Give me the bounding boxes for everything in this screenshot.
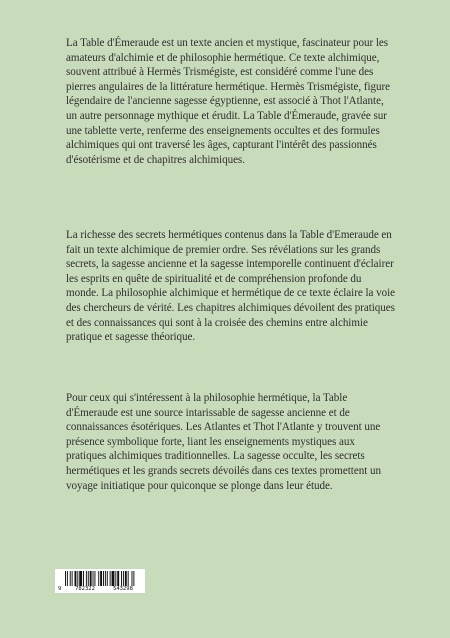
barcode-bar	[132, 571, 133, 586]
barcode-bar	[125, 571, 127, 586]
barcode-bar	[128, 571, 129, 586]
paragraph-1: La Table d'Émeraude est un texte ancien et mystique, fascinateur pour les amateurs d'alchimie et de philosophie hermétique. Ce texte alchimique, souvent attribué à Hermès Trismégiste, est considéré comme l'une des pierres angulaires de la littérature hermétique. Hermès Trismégiste, figure légendaire de l'ancienne sagesse égyptienne, est associé à Thot l'Atlante, un autre personnage mythique et érudit. La Table d'Émeraude, gravée sur une tablette verte, renferme des enseignements occultes et des formules alchimiques qui ont traversé les âges, capturant l'intérêt des passionnés d'ésotérisme et de chapitres alchimiques.	[66, 37, 391, 166]
barcode-bar	[79, 571, 82, 586]
barcode-bar	[90, 571, 92, 586]
barcode-bar	[75, 571, 77, 586]
barcode-bar	[70, 571, 71, 586]
barcode-bar	[83, 571, 84, 586]
paragraph-3: Pour ceux qui s'intéressent à la philosophie hermétique, la Table d'Émeraude est une source intarissable de sagesse ancienne et de connaissances ésotériques. Les Atlantes et Thot l'Atlante y trouvent une présence symbolique forte, liant les enseignements mystiques aux pratiques alchimiques traditionnelles. La sagesse occulte, les secrets hermétiques et les grands secrets dévoilés dans ces textes promettent un voyage initiatique pour quiconque se plonge dans leur étude.	[66, 392, 381, 492]
paragraph-2: La richesse des secrets hermétiques contenus dans la Table d'Emeraude en fait un texte alchimique de premier ordre. Ses révélations sur les grands secrets, la sagesse ancienne et la sagesse intemporelle continuent d'éclairer les esprits en quête de spiritualité et de compréhension profonde du monde. La philosophie alchimique et hermétique de ce texte éclaire la voie des chercheurs de vérité. Les chapitres alchimiques dévoilent des pratiques et des connaissances qui sont à la croisée des chemins entre alchimie pratique et sagesse théorique.	[66, 229, 395, 344]
barcode-bar	[115, 571, 116, 586]
barcode-digits	[55, 586, 145, 592]
barcode-bar	[88, 571, 89, 586]
barcode-first-digit: 9	[58, 586, 62, 592]
barcode-bar	[107, 571, 108, 586]
isbn-barcode	[55, 569, 145, 593]
barcode-bar	[105, 571, 106, 586]
barcode-bar	[67, 571, 68, 586]
barcode-bar	[117, 571, 119, 586]
barcode-bar	[93, 571, 94, 586]
barcode-bar	[77, 571, 78, 586]
barcode-bar	[98, 571, 99, 586]
barcode-bar	[112, 571, 115, 586]
barcode-bar	[72, 571, 73, 586]
barcode-bar	[123, 571, 124, 586]
barcode-bar	[133, 571, 134, 586]
barcode-bar	[110, 571, 111, 586]
barcode-bar	[94, 571, 95, 586]
barcode-bar	[86, 571, 87, 586]
barcode-bar	[65, 571, 66, 586]
barcode-bars	[58, 571, 142, 586]
barcode-bar	[121, 571, 122, 586]
barcode-bar	[103, 571, 104, 586]
barcode-bar	[100, 571, 102, 586]
barcode-left-group: 782322	[75, 586, 95, 592]
barcode-right-group: 543298	[113, 586, 133, 592]
